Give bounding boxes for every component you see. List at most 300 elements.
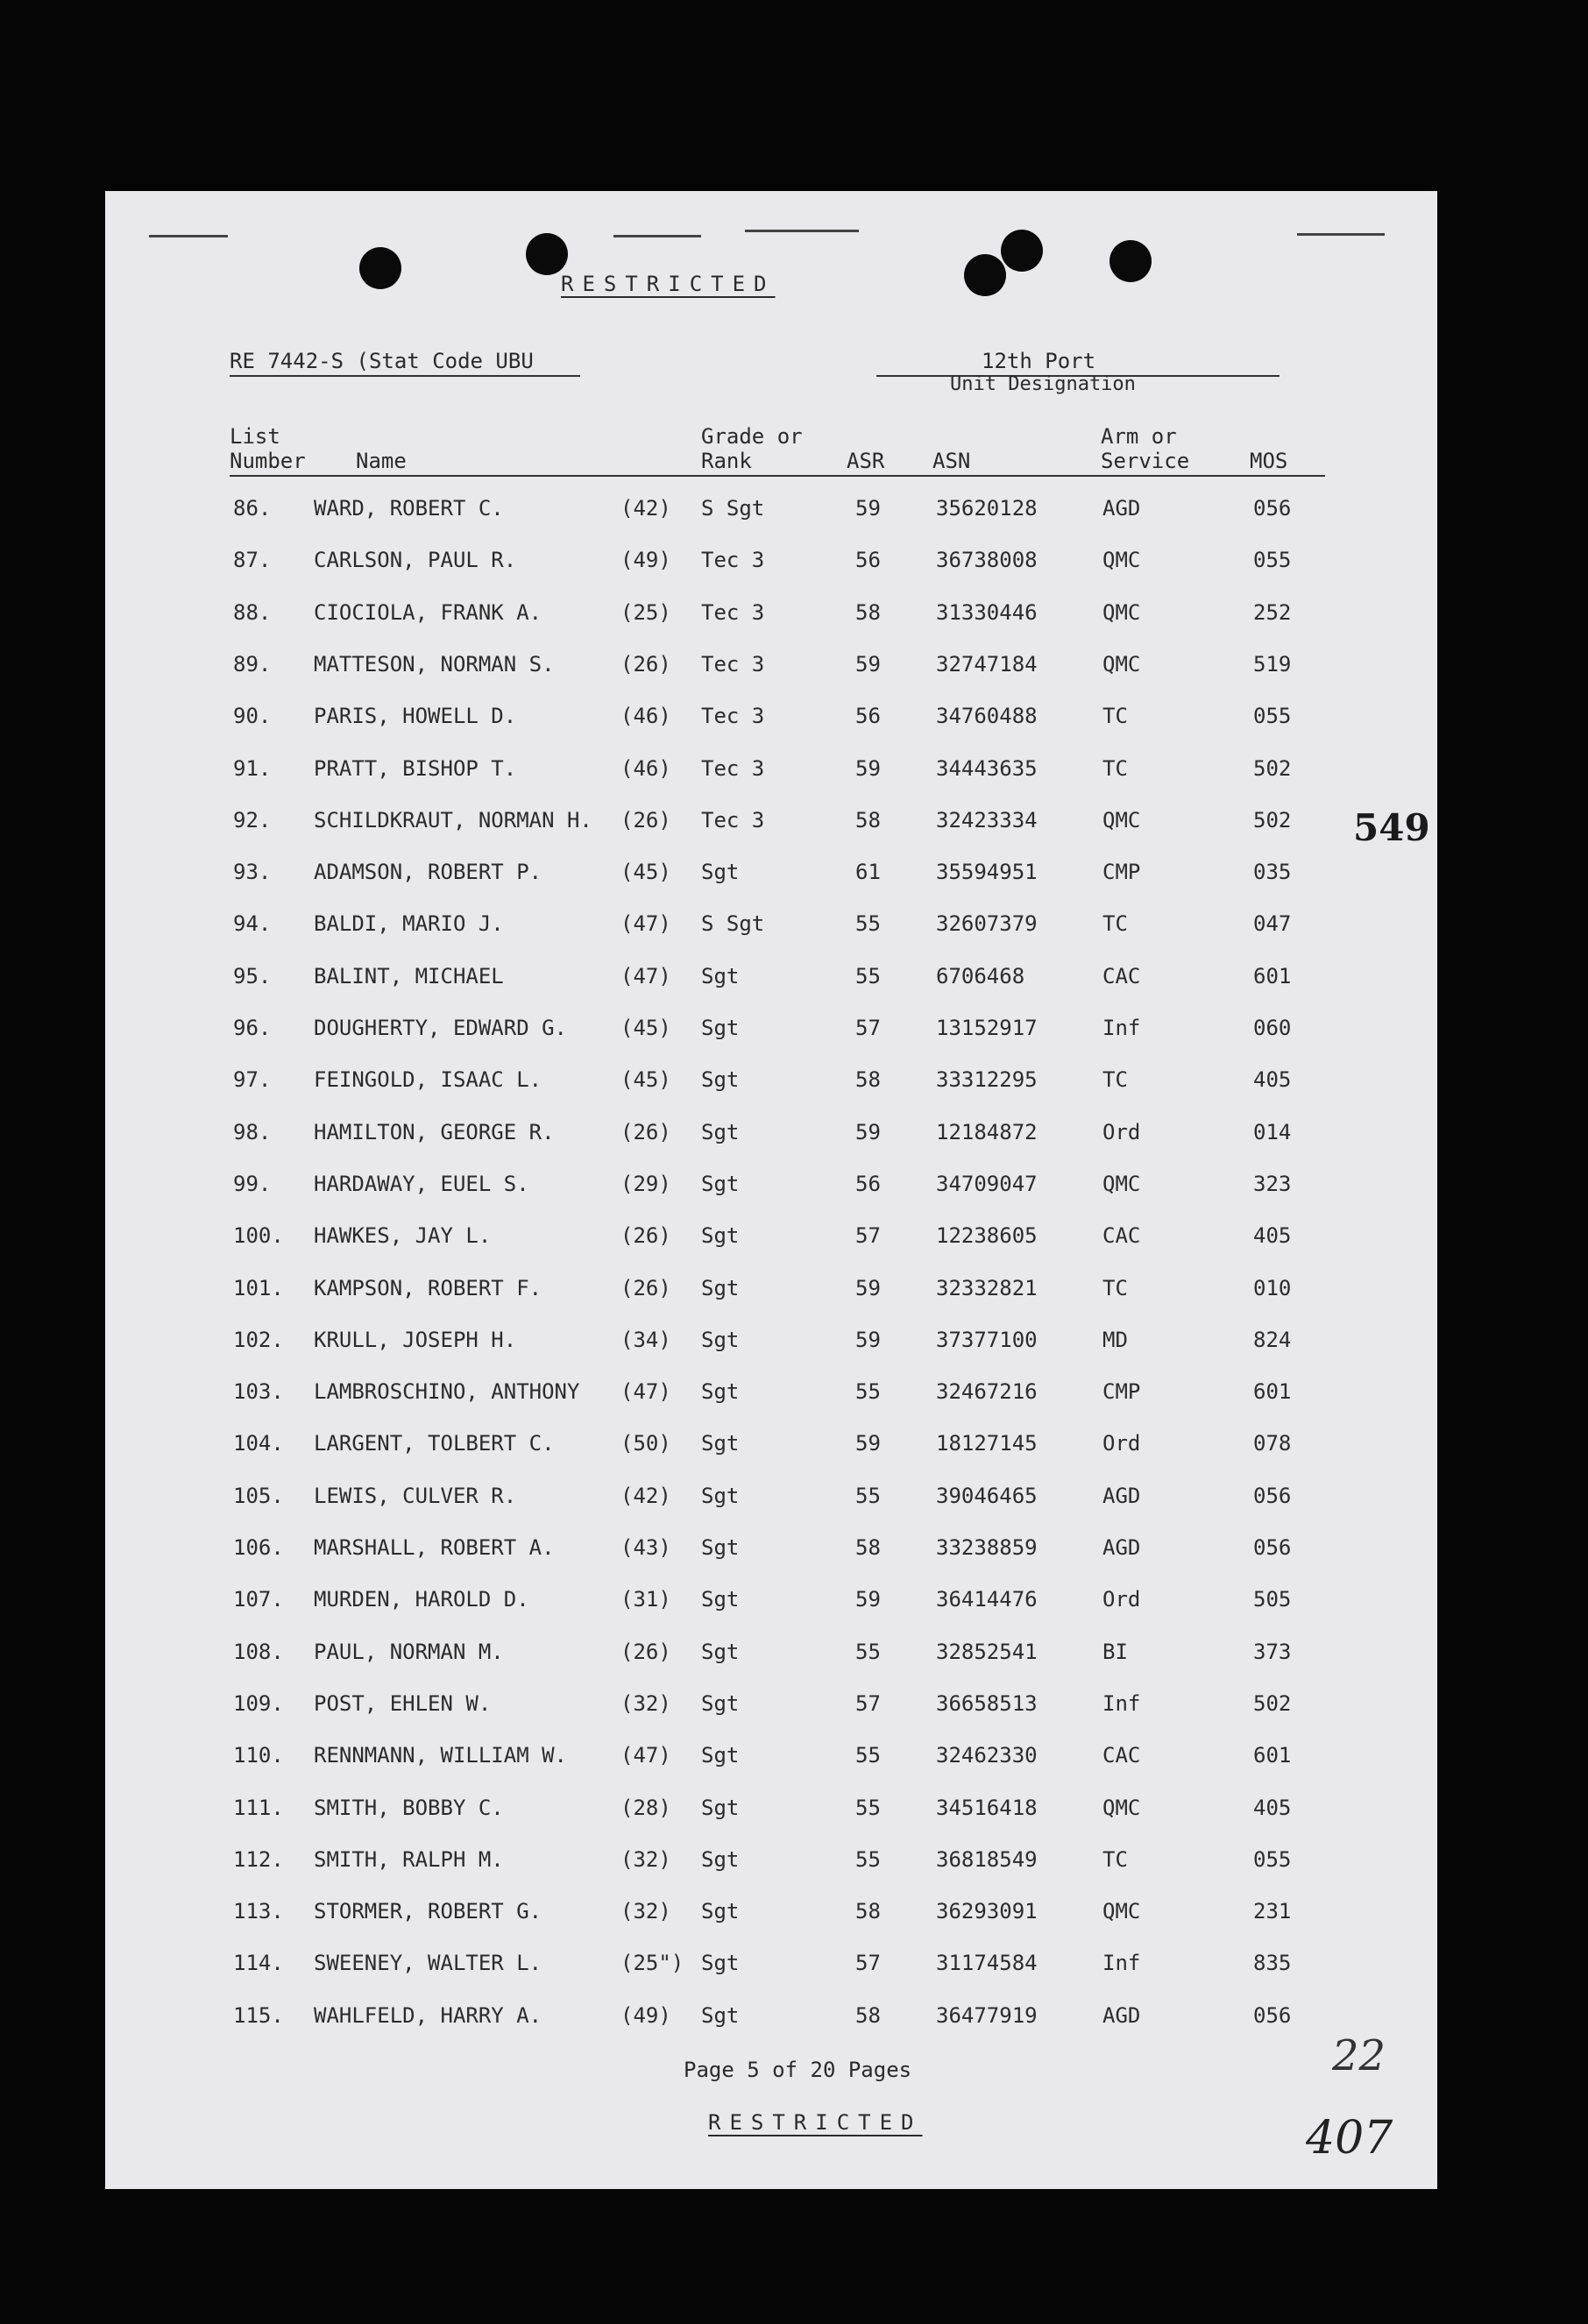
- cell-asn: 33238859: [936, 1535, 1038, 1560]
- cell-grade: Sgt: [701, 1743, 740, 1768]
- cell-num: 89.: [233, 651, 272, 677]
- cell-age: (50): [620, 1431, 671, 1456]
- col-name: Name: [356, 449, 407, 473]
- cell-num: 90.: [233, 704, 272, 729]
- cell-mos: 014: [1253, 1119, 1292, 1144]
- cell-grade: Tec 3: [701, 755, 765, 781]
- cell-asn: 32747184: [936, 651, 1038, 677]
- cell-arm: CMP: [1102, 1379, 1141, 1405]
- edge-mark: [149, 235, 228, 237]
- cell-age: (46): [620, 704, 671, 729]
- cell-asr: 58: [855, 1899, 881, 1924]
- cell-name: HAWKES, JAY L.: [314, 1223, 492, 1249]
- table-row: [105, 1016, 1437, 1051]
- table-row: [105, 1796, 1437, 1831]
- punch-hole: [526, 233, 568, 275]
- cell-grade: Sgt: [701, 1535, 740, 1560]
- cell-arm: CAC: [1102, 1743, 1141, 1768]
- table-row: [105, 1691, 1437, 1726]
- cell-num: 87.: [233, 548, 272, 573]
- edge-mark: [745, 230, 859, 232]
- cell-mos: 824: [1253, 1327, 1292, 1352]
- cell-num: 95.: [233, 963, 272, 988]
- cell-name: POST, EHLEN W.: [314, 1690, 492, 1716]
- table-row: [105, 1535, 1437, 1570]
- cell-mos: 502: [1253, 807, 1292, 833]
- cell-num: 92.: [233, 807, 272, 833]
- cell-name: KRULL, JOSEPH H.: [314, 1327, 517, 1352]
- cell-arm: QMC: [1102, 1795, 1141, 1820]
- cell-mos: 055: [1253, 548, 1292, 573]
- cell-age: (45): [620, 1067, 671, 1093]
- cell-mos: 405: [1253, 1795, 1292, 1820]
- cell-grade: Tec 3: [701, 548, 765, 573]
- cell-arm: TC: [1102, 1846, 1128, 1872]
- cell-grade: Sgt: [701, 860, 740, 885]
- cell-mos: 519: [1253, 651, 1292, 677]
- table-row: [105, 496, 1437, 531]
- cell-arm: TC: [1102, 755, 1128, 781]
- table-row: [105, 1899, 1437, 1934]
- cell-name: HAMILTON, GEORGE R.: [314, 1119, 555, 1144]
- cell-asr: 58: [855, 807, 881, 833]
- cell-arm: AGD: [1102, 2002, 1141, 2028]
- cell-asr: 56: [855, 548, 881, 573]
- cell-num: 93.: [233, 860, 272, 885]
- cell-arm: TC: [1102, 1275, 1128, 1300]
- cell-age: (32): [620, 1690, 671, 1716]
- cell-asr: 55: [855, 1483, 881, 1508]
- col-arm-2: Service: [1101, 449, 1190, 473]
- cell-mos: 055: [1253, 704, 1292, 729]
- cell-num: 111.: [233, 1795, 284, 1820]
- cell-arm: MD: [1102, 1327, 1128, 1352]
- cell-num: 98.: [233, 1119, 272, 1144]
- cell-age: (25"): [620, 1951, 684, 1976]
- cell-name: SMITH, BOBBY C.: [314, 1795, 504, 1820]
- cell-mos: 601: [1253, 1743, 1292, 1768]
- cell-arm: QMC: [1102, 807, 1141, 833]
- table-row: [105, 1743, 1437, 1778]
- cell-age: (32): [620, 1899, 671, 1924]
- cell-asr: 58: [855, 599, 881, 625]
- cell-mos: 601: [1253, 1379, 1292, 1405]
- cell-asn: 32332821: [936, 1275, 1038, 1300]
- cell-asr: 56: [855, 704, 881, 729]
- cell-asn: 34760488: [936, 704, 1038, 729]
- table-row: [105, 756, 1437, 791]
- cell-arm: Ord: [1102, 1431, 1141, 1456]
- col-number: Number: [230, 449, 306, 473]
- cell-age: (47): [620, 1379, 671, 1405]
- cell-asr: 57: [855, 1016, 881, 1040]
- cell-name: BALDI, MARIO J.: [314, 911, 504, 937]
- cell-arm: AGD: [1102, 496, 1141, 521]
- table-row: [105, 964, 1437, 999]
- cell-asn: 35594951: [936, 860, 1038, 885]
- cell-arm: QMC: [1102, 1899, 1141, 1924]
- cell-name: LAMBROSCHINO, ANTHONY: [314, 1379, 580, 1405]
- cell-name: DOUGHERTY, EDWARD G.: [314, 1016, 567, 1040]
- cell-num: 101.: [233, 1275, 284, 1300]
- cell-num: 94.: [233, 911, 272, 937]
- cell-mos: 056: [1253, 1535, 1292, 1560]
- cell-num: 97.: [233, 1067, 272, 1093]
- cell-asr: 55: [855, 1795, 881, 1820]
- col-grade-1: Grade or: [701, 424, 803, 449]
- cell-name: PRATT, BISHOP T.: [314, 755, 517, 781]
- cell-age: (25): [620, 599, 671, 625]
- unit-caption: Unit Designation: [950, 373, 1136, 395]
- cell-mos: 502: [1253, 755, 1292, 781]
- cell-asn: 31174584: [936, 1951, 1038, 1976]
- cell-grade: Tec 3: [701, 651, 765, 677]
- col-list: List: [230, 424, 280, 449]
- cell-mos: 502: [1253, 1690, 1292, 1716]
- cell-name: LARGENT, TOLBERT C.: [314, 1431, 555, 1456]
- cell-asr: 55: [855, 1379, 881, 1405]
- cell-asn: 36293091: [936, 1899, 1038, 1924]
- cell-num: 86.: [233, 496, 272, 521]
- cell-grade: Sgt: [701, 1951, 740, 1976]
- cell-asr: 55: [855, 911, 881, 937]
- report-reference: RE 7442-S (Stat Code UBU: [230, 349, 534, 373]
- cell-arm: Ord: [1102, 1587, 1141, 1612]
- cell-asr: 59: [855, 755, 881, 781]
- cell-name: HARDAWAY, EUEL S.: [314, 1171, 529, 1196]
- table-row: [105, 860, 1437, 895]
- cell-mos: 835: [1253, 1951, 1292, 1976]
- cell-num: 105.: [233, 1483, 284, 1508]
- cell-age: (42): [620, 1483, 671, 1508]
- cell-grade: Sgt: [701, 1899, 740, 1924]
- cell-arm: AGD: [1102, 1483, 1141, 1508]
- cell-grade: Sgt: [701, 1275, 740, 1300]
- cell-asr: 59: [855, 496, 881, 521]
- cell-asr: 59: [855, 1587, 881, 1612]
- cell-mos: 405: [1253, 1067, 1292, 1093]
- cell-asr: 59: [855, 651, 881, 677]
- cell-grade: Tec 3: [701, 599, 765, 625]
- cell-arm: Inf: [1102, 1951, 1141, 1976]
- table-row: [105, 1951, 1437, 1986]
- cell-name: SCHILDKRAUT, NORMAN H.: [314, 807, 592, 833]
- col-asr: ASR: [847, 449, 885, 473]
- cell-num: 110.: [233, 1743, 284, 1768]
- cell-asn: 32462330: [936, 1743, 1038, 1768]
- cell-age: (26): [620, 807, 671, 833]
- cell-mos: 323: [1253, 1171, 1292, 1196]
- cell-num: 103.: [233, 1379, 284, 1405]
- cell-num: 100.: [233, 1223, 284, 1249]
- cell-num: 115.: [233, 2002, 284, 2028]
- cell-asr: 58: [855, 2002, 881, 2028]
- cell-asr: 55: [855, 1846, 881, 1872]
- cell-age: (47): [620, 963, 671, 988]
- report-reference-underline: [230, 375, 580, 377]
- cell-grade: Sgt: [701, 1171, 740, 1196]
- cell-mos: 231: [1253, 1899, 1292, 1924]
- cell-grade: Sgt: [701, 1846, 740, 1872]
- cell-asn: 39046465: [936, 1483, 1038, 1508]
- handwritten-page-number: 407: [1306, 2112, 1393, 2165]
- table-row: [105, 2003, 1437, 2038]
- cell-asn: 31330446: [936, 599, 1038, 625]
- cell-name: SWEENEY, WALTER L.: [314, 1951, 542, 1976]
- cell-age: (45): [620, 1016, 671, 1040]
- classification-top: RESTRICTED: [561, 272, 776, 296]
- cell-name: WARD, ROBERT C.: [314, 496, 504, 521]
- cell-age: (46): [620, 755, 671, 781]
- cell-age: (49): [620, 2002, 671, 2028]
- cell-num: 106.: [233, 1535, 284, 1560]
- cell-asn: 13152917: [936, 1016, 1038, 1040]
- cell-asr: 59: [855, 1275, 881, 1300]
- cell-num: 88.: [233, 599, 272, 625]
- table-row: [105, 1328, 1437, 1363]
- cell-arm: CAC: [1102, 1223, 1141, 1249]
- cell-asn: 34443635: [936, 755, 1038, 781]
- cell-age: (26): [620, 651, 671, 677]
- cell-grade: Sgt: [701, 1795, 740, 1820]
- cell-arm: Inf: [1102, 1690, 1141, 1716]
- punch-hole: [359, 247, 401, 289]
- cell-mos: 056: [1253, 2002, 1292, 2028]
- cell-age: (31): [620, 1587, 671, 1612]
- cell-age: (26): [620, 1223, 671, 1249]
- cell-num: 102.: [233, 1327, 284, 1352]
- cell-name: CARLSON, PAUL R.: [314, 548, 517, 573]
- cell-asn: 36738008: [936, 548, 1038, 573]
- cell-grade: Sgt: [701, 1587, 740, 1612]
- cell-mos: 078: [1253, 1431, 1292, 1456]
- cell-asn: 32852541: [936, 1639, 1038, 1664]
- cell-asn: 36658513: [936, 1690, 1038, 1716]
- cell-grade: Sgt: [701, 1379, 740, 1405]
- cell-mos: 035: [1253, 860, 1292, 885]
- cell-asr: 57: [855, 1690, 881, 1716]
- cell-num: 109.: [233, 1690, 284, 1716]
- cell-num: 99.: [233, 1171, 272, 1196]
- cell-mos: 252: [1253, 599, 1292, 625]
- cell-age: (42): [620, 496, 671, 521]
- cell-asn: 34516418: [936, 1795, 1038, 1820]
- cell-name: MATTESON, NORMAN S.: [314, 651, 555, 677]
- cell-name: STORMER, ROBERT G.: [314, 1899, 542, 1924]
- cell-asn: 33312295: [936, 1067, 1038, 1093]
- cell-grade: Tec 3: [701, 807, 765, 833]
- cell-asn: 36414476: [936, 1587, 1038, 1612]
- handwritten-note: 22: [1332, 2031, 1386, 2080]
- table-row: [105, 1172, 1437, 1207]
- cell-mos: 060: [1253, 1016, 1292, 1040]
- table-row: [105, 1847, 1437, 1882]
- cell-grade: Sgt: [701, 963, 740, 988]
- table-row: [105, 1431, 1437, 1466]
- cell-grade: Tec 3: [701, 704, 765, 729]
- cell-age: (26): [620, 1119, 671, 1144]
- edge-mark: [1297, 233, 1385, 236]
- cell-name: WAHLFELD, HARRY A.: [314, 2002, 542, 2028]
- cell-arm: TC: [1102, 704, 1128, 729]
- cell-arm: CAC: [1102, 963, 1141, 988]
- col-grade-2: Rank: [701, 449, 752, 473]
- cell-num: 91.: [233, 755, 272, 781]
- cell-asr: 57: [855, 1223, 881, 1249]
- cell-grade: S Sgt: [701, 496, 765, 521]
- cell-arm: QMC: [1102, 599, 1141, 625]
- table-row: [105, 600, 1437, 635]
- cell-mos: 505: [1253, 1587, 1292, 1612]
- cell-arm: AGD: [1102, 1535, 1141, 1560]
- cell-arm: CMP: [1102, 860, 1141, 885]
- page-indicator: Page 5 of 20 Pages: [684, 2058, 912, 2082]
- cell-name: PAUL, NORMAN M.: [314, 1639, 504, 1664]
- cell-asr: 58: [855, 1535, 881, 1560]
- cell-age: (43): [620, 1535, 671, 1560]
- cell-asn: 36477919: [936, 2002, 1038, 2028]
- unit-designation: 12th Port: [982, 349, 1096, 373]
- cell-age: (32): [620, 1846, 671, 1872]
- cell-num: 96.: [233, 1016, 272, 1040]
- cell-grade: S Sgt: [701, 911, 765, 937]
- cell-num: 104.: [233, 1431, 284, 1456]
- cell-grade: Sgt: [701, 2002, 740, 2028]
- cell-asr: 56: [855, 1171, 881, 1196]
- table-row: [105, 1379, 1437, 1414]
- cell-grade: Sgt: [701, 1016, 740, 1040]
- cell-mos: 601: [1253, 963, 1292, 988]
- cell-grade: Sgt: [701, 1119, 740, 1144]
- cell-mos: 056: [1253, 496, 1292, 521]
- cell-arm: QMC: [1102, 1171, 1141, 1196]
- cell-asn: 35620128: [936, 496, 1038, 521]
- cell-grade: Sgt: [701, 1639, 740, 1664]
- punch-hole: [1109, 240, 1152, 282]
- cell-asn: 32607379: [936, 911, 1038, 937]
- cell-asn: 34709047: [936, 1171, 1038, 1196]
- cell-asr: 55: [855, 1743, 881, 1768]
- table-row: [105, 1587, 1437, 1622]
- cell-asr: 59: [855, 1327, 881, 1352]
- cell-arm: TC: [1102, 911, 1128, 937]
- table-row: [105, 548, 1437, 583]
- table-row: [105, 808, 1437, 843]
- cell-arm: QMC: [1102, 548, 1141, 573]
- table-row: [105, 1223, 1437, 1258]
- cell-mos: 373: [1253, 1639, 1292, 1664]
- cell-name: SMITH, RALPH M.: [314, 1846, 504, 1872]
- cell-grade: Sgt: [701, 1067, 740, 1093]
- edge-mark: [613, 235, 701, 237]
- table-row: [105, 1120, 1437, 1155]
- cell-num: 113.: [233, 1899, 284, 1924]
- cell-asn: 37377100: [936, 1327, 1038, 1352]
- cell-name: MURDEN, HAROLD D.: [314, 1587, 529, 1612]
- cell-age: (29): [620, 1171, 671, 1196]
- cell-age: (28): [620, 1795, 671, 1820]
- cell-asr: 55: [855, 1639, 881, 1664]
- table-row: [105, 1640, 1437, 1675]
- table-row: [105, 652, 1437, 687]
- table-row: [105, 1484, 1437, 1519]
- cell-grade: Sgt: [701, 1223, 740, 1249]
- cell-arm: TC: [1102, 1067, 1128, 1093]
- cell-asn: 36818549: [936, 1846, 1038, 1872]
- cell-asn: 12184872: [936, 1119, 1038, 1144]
- cell-grade: Sgt: [701, 1690, 740, 1716]
- cell-asr: 61: [855, 860, 881, 885]
- cell-asn: 18127145: [936, 1431, 1038, 1456]
- col-arm-1: Arm or: [1101, 424, 1177, 449]
- cell-mos: 055: [1253, 1846, 1292, 1872]
- table-row: [105, 1276, 1437, 1311]
- cell-name: BALINT, MICHAEL: [314, 963, 504, 988]
- cell-arm: QMC: [1102, 651, 1141, 677]
- cell-asn: 32467216: [936, 1379, 1038, 1405]
- cell-asr: 59: [855, 1119, 881, 1144]
- cell-age: (45): [620, 860, 671, 885]
- cell-name: ADAMSON, ROBERT P.: [314, 860, 542, 885]
- cell-age: (34): [620, 1327, 671, 1352]
- margin-stamp-number: 549: [1353, 806, 1430, 849]
- punch-hole: [1001, 230, 1043, 272]
- cell-arm: Inf: [1102, 1016, 1141, 1040]
- col-asn: ASN: [932, 449, 971, 473]
- cell-asr: 59: [855, 1431, 881, 1456]
- cell-mos: 056: [1253, 1483, 1292, 1508]
- cell-num: 108.: [233, 1639, 284, 1664]
- cell-age: (47): [620, 911, 671, 937]
- cell-mos: 047: [1253, 911, 1292, 937]
- cell-asr: 55: [855, 963, 881, 988]
- cell-asn: 32423334: [936, 807, 1038, 833]
- cell-mos: 010: [1253, 1275, 1292, 1300]
- cell-name: LEWIS, CULVER R.: [314, 1483, 517, 1508]
- cell-name: KAMPSON, ROBERT F.: [314, 1275, 542, 1300]
- classification-bottom: RESTRICTED: [708, 2110, 923, 2135]
- cell-name: MARSHALL, ROBERT A.: [314, 1535, 555, 1560]
- header-underline: [230, 475, 1325, 477]
- table-row: [105, 1067, 1437, 1102]
- punch-hole: [964, 254, 1006, 296]
- cell-age: (47): [620, 1743, 671, 1768]
- cell-num: 107.: [233, 1587, 284, 1612]
- cell-asr: 57: [855, 1951, 881, 1976]
- cell-asn: 12238605: [936, 1223, 1038, 1249]
- cell-age: (26): [620, 1275, 671, 1300]
- table-row: [105, 704, 1437, 739]
- cell-name: FEINGOLD, ISAAC L.: [314, 1067, 542, 1093]
- cell-name: RENNMANN, WILLIAM W.: [314, 1743, 567, 1768]
- document-page: [105, 191, 1437, 2189]
- cell-arm: BI: [1102, 1639, 1128, 1664]
- cell-asr: 58: [855, 1067, 881, 1093]
- cell-age: (26): [620, 1639, 671, 1664]
- cell-name: CIOCIOLA, FRANK A.: [314, 599, 542, 625]
- cell-grade: Sgt: [701, 1327, 740, 1352]
- cell-arm: Ord: [1102, 1119, 1141, 1144]
- table-row: [105, 911, 1437, 946]
- col-mos: MOS: [1250, 449, 1288, 473]
- cell-num: 114.: [233, 1951, 284, 1976]
- cell-grade: Sgt: [701, 1483, 740, 1508]
- cell-mos: 405: [1253, 1223, 1292, 1249]
- cell-grade: Sgt: [701, 1431, 740, 1456]
- cell-name: PARIS, HOWELL D.: [314, 704, 517, 729]
- cell-age: (49): [620, 548, 671, 573]
- cell-asn: 6706468: [936, 963, 1025, 988]
